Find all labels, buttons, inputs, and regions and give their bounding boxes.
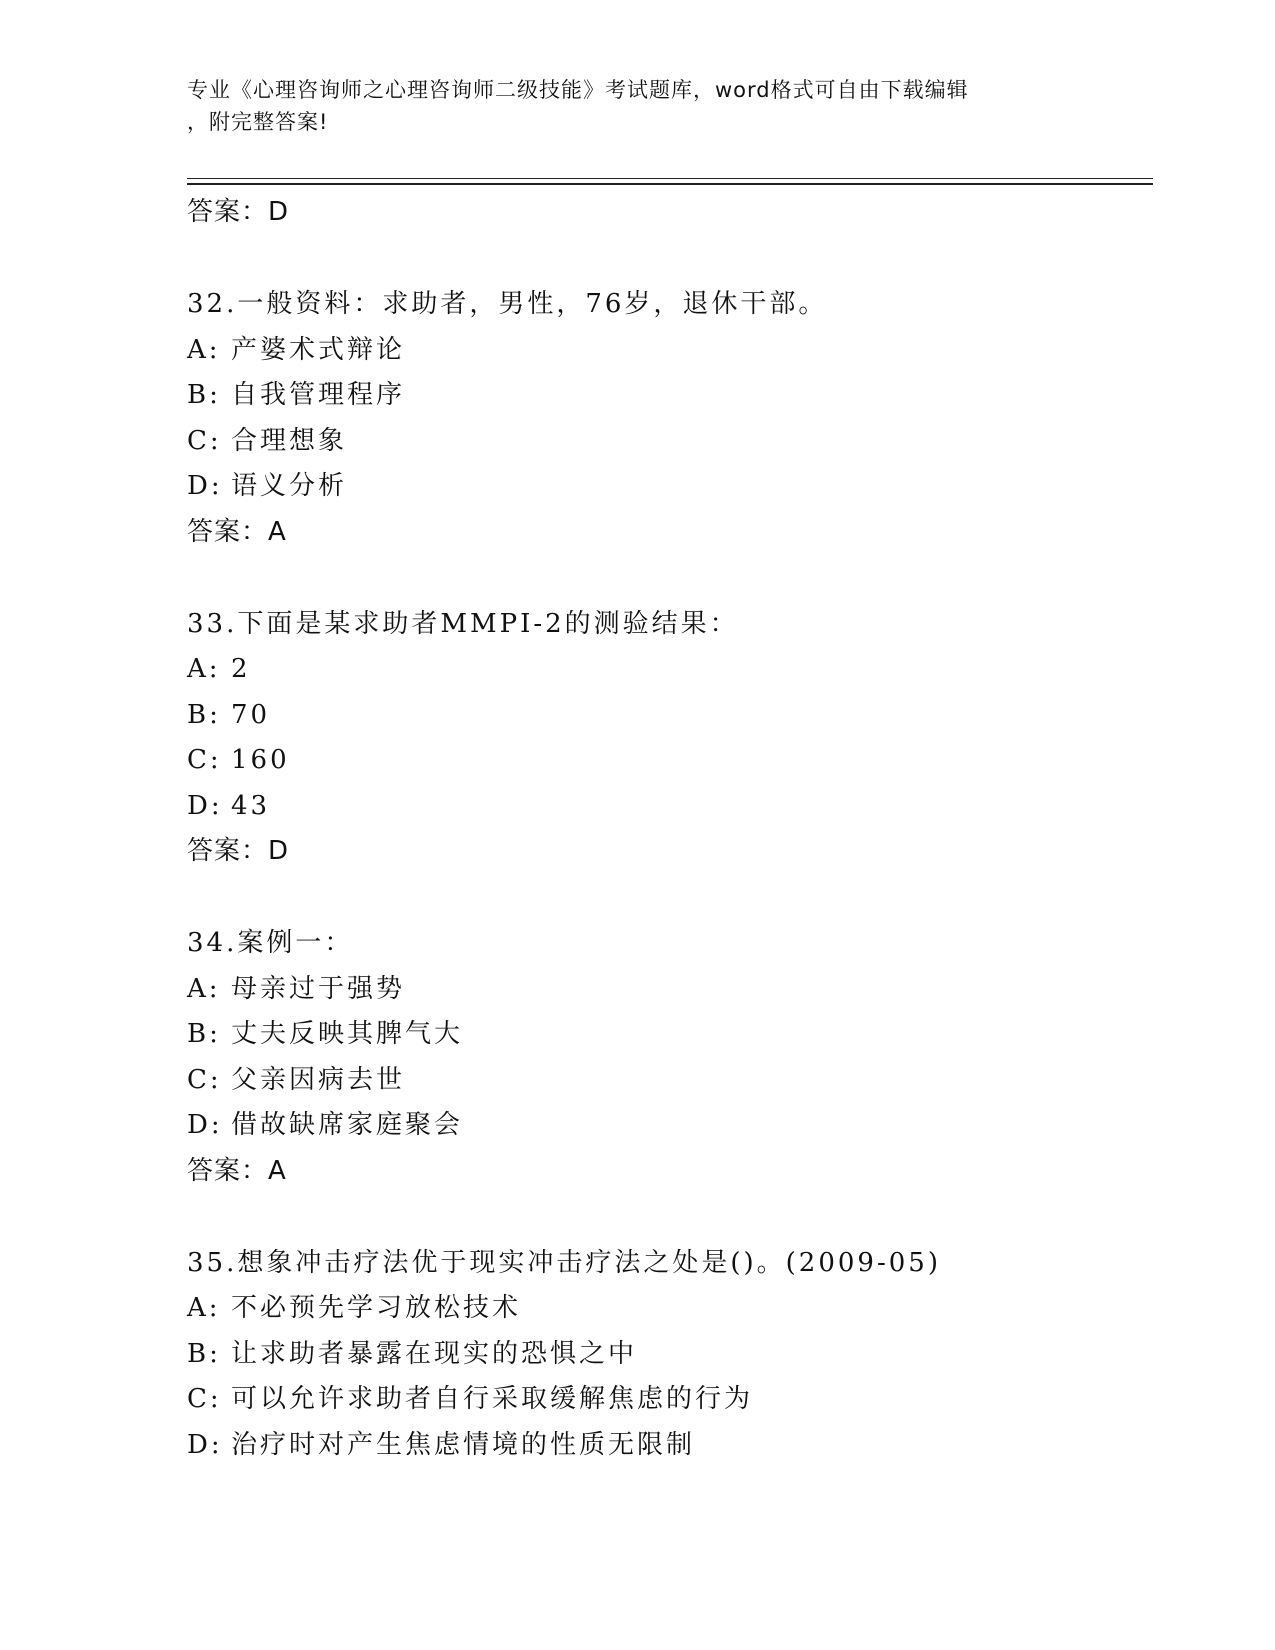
answer-31: 答案：D (187, 197, 290, 227)
option-key: A: (187, 654, 221, 684)
question-list (187, 190, 1147, 1468)
question-34 (187, 921, 1147, 1193)
option-text: 不必预先学习放松技术 (231, 1293, 522, 1323)
question-text: 33.下面是某求助者MMPI-2的测验结果： (187, 608, 739, 639)
header-line-1: 专业《心理咨询师之心理咨询师二级技能》考试题库，word格式可自由下载编辑 (187, 78, 969, 102)
option-text: 43 (231, 790, 271, 821)
question-32 (187, 282, 1147, 554)
header-rule-thin (187, 178, 1153, 179)
question-text: 35.想象冲击疗法优于现实冲击疗法之处是()。(2009-05) (187, 1247, 941, 1278)
option-key: A: (187, 334, 221, 365)
option-key: B: (187, 1338, 221, 1369)
option-b (187, 1012, 1147, 1058)
option-key: B: (187, 699, 221, 730)
option-text: 丈夫反映其脾气大 (231, 1019, 464, 1049)
option-a (187, 967, 1147, 1013)
option-text: 父亲因病去世 (231, 1064, 406, 1095)
option-d (187, 464, 1147, 510)
option-text: 70 (231, 699, 271, 730)
option-text: 可以允许求助者自行采取缓解焦虑的行为 (231, 1384, 754, 1414)
option-key: D: (187, 471, 223, 501)
option-key: D: (187, 790, 223, 821)
option-d (187, 1423, 1147, 1469)
answer-34: 答案：A (187, 1155, 287, 1186)
option-text: 合理想象 (231, 425, 348, 456)
option-text: 治疗时对产生焦虑情境的性质无限制 (231, 1429, 696, 1460)
option-text: 160 (231, 745, 290, 775)
option-a (187, 1286, 1147, 1332)
answer-32: 答案：A (187, 516, 287, 547)
option-b (187, 373, 1147, 419)
question-text: 32.一般资料：求助者，男性，76岁，退休干部。 (187, 289, 828, 319)
option-c (187, 419, 1147, 465)
option-text: 语义分析 (231, 471, 348, 501)
option-text: 自我管理程序 (231, 380, 406, 410)
question-35 (187, 1241, 1147, 1469)
option-d (187, 784, 1147, 830)
option-text: 让求助者暴露在现实的恐惧之中 (231, 1338, 638, 1369)
option-key: C: (187, 1064, 222, 1095)
option-key: D: (187, 1429, 223, 1460)
question-33 (187, 602, 1147, 874)
option-text: 母亲过于强势 (231, 973, 406, 1004)
header-line-2: ，附完整答案! (187, 110, 329, 134)
option-key: C: (187, 745, 222, 775)
option-key: C: (187, 1384, 222, 1414)
option-text: 借故缺席家庭聚会 (231, 1110, 464, 1140)
option-key: A: (187, 1293, 221, 1323)
option-b (187, 1332, 1147, 1378)
option-a (187, 328, 1147, 374)
option-key: B: (187, 380, 221, 410)
header-rule-thick (187, 183, 1153, 185)
option-key: D: (187, 1110, 223, 1140)
document-header (187, 74, 1087, 138)
answer-33: 答案：D (187, 836, 290, 866)
option-text: 产婆术式辩论 (231, 334, 406, 365)
option-c (187, 738, 1147, 784)
option-a (187, 647, 1147, 693)
option-c (187, 1058, 1147, 1104)
option-text: 2 (231, 654, 251, 684)
question-text: 34.案例一： (187, 928, 354, 958)
option-key: B: (187, 1019, 221, 1049)
option-b (187, 693, 1147, 739)
option-c (187, 1377, 1147, 1423)
option-key: C: (187, 425, 222, 456)
option-d (187, 1103, 1147, 1149)
option-key: A: (187, 973, 221, 1004)
